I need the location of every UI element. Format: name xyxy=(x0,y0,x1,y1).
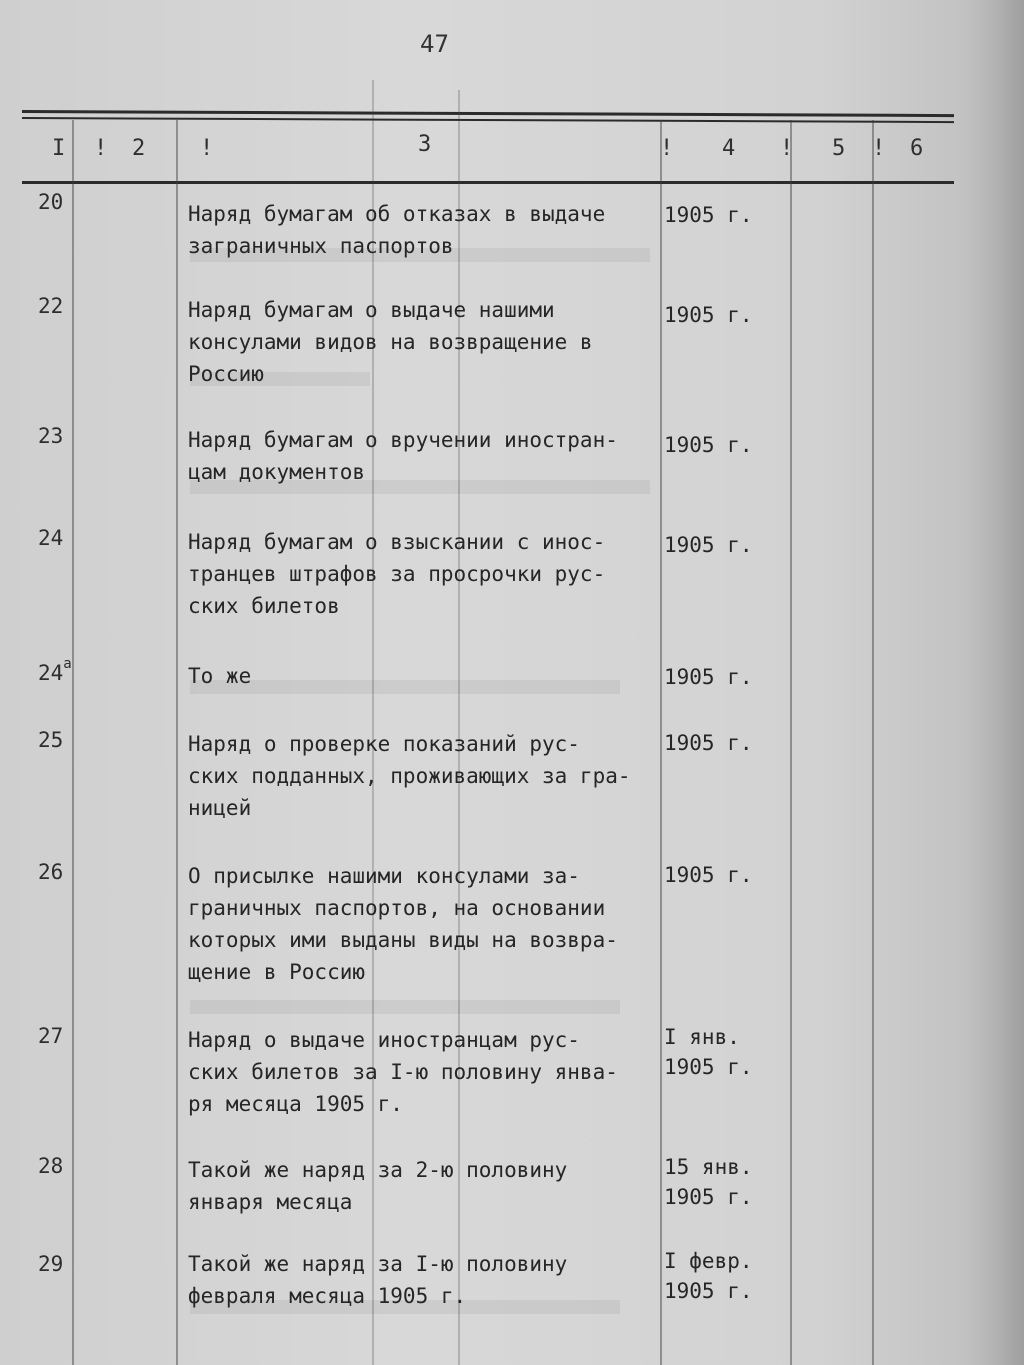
record-title: О присылке нашими консулами за- граничных паспортов, на основании которых ими выданы виды на возвра- щение в Россию xyxy=(188,864,618,984)
record-title: Наряд бумагам о выдаче нашими консулами видов на возвращение в Россию xyxy=(188,298,593,386)
record-date: 1905 г. xyxy=(664,433,753,457)
record-title: Наряд о проверке показаний рус- ских подданных, проживающих за гра- ницей xyxy=(188,732,631,820)
record-date: 15 янв. 1905 г. xyxy=(664,1155,753,1209)
record-date: 1905 г. xyxy=(664,533,753,557)
page-number: 47 xyxy=(420,30,449,58)
column-separator: ! xyxy=(200,136,214,161)
page-edge-shadow xyxy=(964,0,1024,1365)
record-title: Наряд бумагам о взыскании с инос- транцев штрафов за просрочки рус- ских билетов xyxy=(188,530,606,618)
column-header-5: 5 xyxy=(832,136,846,161)
record-title: Такой же наряд за I-ю половину февраля месяца 1905 г. xyxy=(188,1252,568,1308)
record-number xyxy=(38,656,72,685)
column-header-2: 2 xyxy=(132,136,146,161)
column-separator: ! xyxy=(872,136,886,161)
record-date: 1905 г. xyxy=(664,665,753,689)
column-header-6: 6 xyxy=(910,136,924,161)
record-number: 26 xyxy=(38,860,64,884)
column-header-4: 4 xyxy=(722,136,736,161)
record-number: 23 xyxy=(38,424,64,448)
record-number-suffix: а xyxy=(63,656,72,672)
record-date: I февр. 1905 г. xyxy=(664,1249,753,1303)
record-title: Наряд о выдаче иностранцам рус- ских билетов за I-ю половину янва- ря месяца 1905 г. xyxy=(188,1028,618,1116)
record-number: 25 xyxy=(38,728,64,752)
record-date: 1905 г. xyxy=(664,863,753,887)
column-divider xyxy=(176,120,178,1365)
bleed-through-mark xyxy=(190,1000,620,1014)
record-number: 20 xyxy=(38,190,64,214)
record-date: 1905 г. xyxy=(664,303,753,327)
record-number-main: 24 xyxy=(38,661,64,685)
record-date: 1905 г. xyxy=(664,731,753,755)
record-number: 27 xyxy=(38,1024,64,1048)
record-title: Наряд бумагам об отказах в выдаче заграничных паспортов xyxy=(188,202,606,258)
record-number: 22 xyxy=(38,294,64,318)
column-divider xyxy=(872,120,874,1365)
column-separator: ! xyxy=(780,136,794,161)
column-divider xyxy=(790,120,792,1365)
record-title: Такой же наряд за 2-ю половину января месяца xyxy=(188,1158,568,1214)
column-divider xyxy=(660,120,662,1365)
record-number: 29 xyxy=(38,1252,64,1276)
table-top-rule xyxy=(22,110,954,117)
table-top-rule-secondary xyxy=(22,117,954,123)
record-date: I янв. 1905 г. xyxy=(664,1025,753,1079)
column-separator: ! xyxy=(660,136,674,161)
column-separator: ! xyxy=(94,136,108,161)
table-header-bottom-rule xyxy=(22,181,954,184)
record-title: То же xyxy=(188,664,252,688)
column-divider xyxy=(72,120,74,1365)
record-date: 1905 г. xyxy=(664,203,753,227)
column-header-3: 3 xyxy=(418,132,432,157)
record-number: 28 xyxy=(38,1154,64,1178)
column-header-1: I xyxy=(52,136,66,161)
record-number: 24 xyxy=(38,526,64,550)
record-title: Наряд бумагам о вручении иностран- цам документов xyxy=(188,428,618,484)
